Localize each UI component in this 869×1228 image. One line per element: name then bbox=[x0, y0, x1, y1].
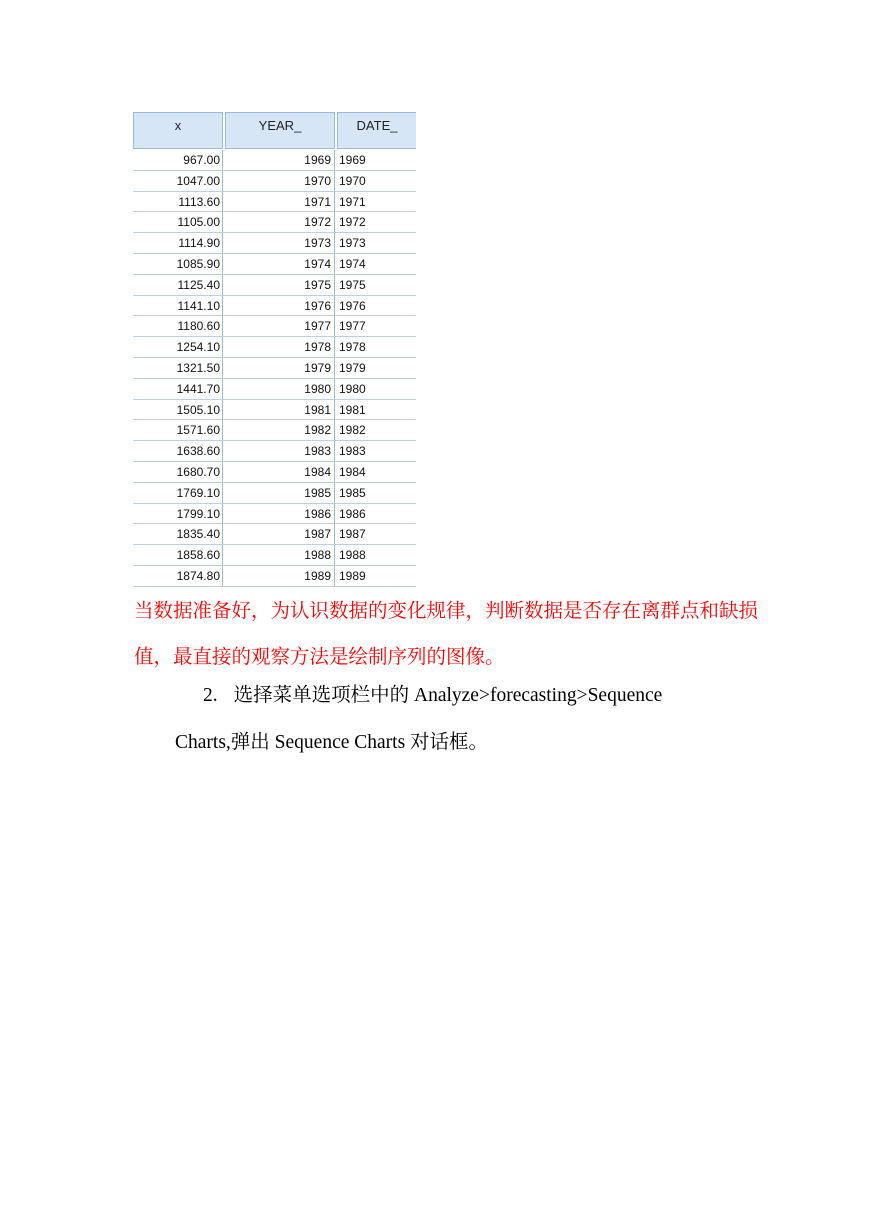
cell-x[interactable]: 1638.60 bbox=[133, 441, 223, 461]
cell-x[interactable]: 1141.10 bbox=[133, 296, 223, 316]
cell-year[interactable]: 1983 bbox=[225, 441, 335, 461]
cell-x[interactable]: 1321.50 bbox=[133, 358, 223, 378]
cell-x[interactable]: 1047.00 bbox=[133, 171, 223, 191]
cell-x[interactable]: 1125.40 bbox=[133, 275, 223, 295]
table-row bbox=[133, 316, 416, 337]
table-row bbox=[133, 192, 416, 213]
cell-year[interactable]: 1981 bbox=[225, 400, 335, 420]
cell-year[interactable]: 1972 bbox=[225, 212, 335, 232]
step-instruction-line1 bbox=[203, 681, 662, 711]
cell-year[interactable]: 1979 bbox=[225, 358, 335, 378]
cell-date[interactable]: 1976 bbox=[339, 298, 366, 313]
cell-x[interactable]: 1180.60 bbox=[133, 316, 223, 336]
cell-date[interactable]: 1988 bbox=[339, 548, 366, 563]
table-row bbox=[133, 420, 416, 441]
cell-date[interactable]: 1983 bbox=[339, 444, 366, 459]
cell-year[interactable]: 1982 bbox=[225, 420, 335, 440]
cell-x[interactable]: 1858.60 bbox=[133, 545, 223, 565]
column-header-x[interactable]: x bbox=[133, 112, 223, 149]
cell-date[interactable]: 1970 bbox=[339, 173, 366, 188]
cell-x[interactable]: 1769.10 bbox=[133, 483, 223, 503]
cell-date[interactable]: 1969 bbox=[339, 153, 366, 167]
cell-date[interactable]: 1971 bbox=[339, 194, 366, 209]
cell-year[interactable]: 1985 bbox=[225, 483, 335, 503]
table-row bbox=[133, 566, 416, 587]
column-header-date[interactable]: DATE_ bbox=[337, 112, 416, 149]
cell-x[interactable]: 1085.90 bbox=[133, 254, 223, 274]
table-row bbox=[133, 441, 416, 462]
cell-date[interactable]: 1985 bbox=[339, 485, 366, 500]
cell-x[interactable]: 1680.70 bbox=[133, 462, 223, 482]
column-header-year[interactable]: YEAR_ bbox=[225, 112, 335, 149]
table-header bbox=[133, 111, 416, 150]
table-body bbox=[133, 150, 416, 587]
cell-year[interactable]: 1986 bbox=[225, 504, 335, 524]
step-number: 2. bbox=[203, 685, 218, 706]
cell-year[interactable]: 1971 bbox=[225, 192, 335, 212]
cell-x[interactable]: 1799.10 bbox=[133, 504, 223, 524]
step-text-line1: 选择菜单选项栏中的 Analyze>forecasting>Sequence bbox=[233, 685, 663, 706]
data-table-screenshot bbox=[133, 111, 416, 583]
cell-date[interactable]: 1978 bbox=[339, 340, 366, 355]
table-row bbox=[133, 296, 416, 317]
cell-date[interactable]: 1980 bbox=[339, 381, 366, 396]
cell-year[interactable]: 1974 bbox=[225, 254, 335, 274]
cell-x[interactable]: 1441.70 bbox=[133, 379, 223, 399]
cell-year[interactable]: 1987 bbox=[225, 524, 335, 544]
cell-date[interactable]: 1972 bbox=[339, 215, 366, 230]
cell-date[interactable]: 1984 bbox=[339, 464, 366, 479]
cell-x[interactable]: 967.00 bbox=[133, 150, 223, 170]
cell-x[interactable]: 1105.00 bbox=[133, 212, 223, 232]
table-row bbox=[133, 233, 416, 254]
table-row bbox=[133, 483, 416, 504]
cell-date[interactable]: 1974 bbox=[339, 256, 366, 271]
table-row bbox=[133, 212, 416, 233]
table-row bbox=[133, 524, 416, 545]
table-row bbox=[133, 545, 416, 566]
note-paragraph: 当数据准备好，为认识数据的变化规律，判断数据是否存在离群点和缺损值，最直接的观察方法是绘制序列的图像。 bbox=[134, 599, 759, 668]
cell-x[interactable]: 1571.60 bbox=[133, 420, 223, 440]
table-row bbox=[133, 504, 416, 525]
cell-x[interactable]: 1114.90 bbox=[133, 233, 223, 253]
table-row bbox=[133, 337, 416, 358]
cell-date[interactable]: 1982 bbox=[339, 423, 366, 438]
cell-date[interactable]: 1987 bbox=[339, 527, 366, 542]
table-row bbox=[133, 150, 416, 171]
cell-year[interactable]: 1970 bbox=[225, 171, 335, 191]
cell-year[interactable]: 1975 bbox=[225, 275, 335, 295]
step-instruction-line2: Charts,弹出 Sequence Charts 对话框。 bbox=[175, 732, 489, 753]
table-row bbox=[133, 275, 416, 296]
cell-year[interactable]: 1977 bbox=[225, 316, 335, 336]
cell-date[interactable]: 1975 bbox=[339, 277, 366, 292]
cell-x[interactable]: 1874.80 bbox=[133, 566, 223, 586]
cell-date[interactable]: 1989 bbox=[339, 568, 366, 583]
cell-year[interactable]: 1973 bbox=[225, 233, 335, 253]
cell-date[interactable]: 1973 bbox=[339, 236, 366, 251]
cell-x[interactable]: 1505.10 bbox=[133, 400, 223, 420]
cell-date[interactable]: 1986 bbox=[339, 506, 366, 521]
cell-year[interactable]: 1976 bbox=[225, 296, 335, 316]
cell-year[interactable]: 1988 bbox=[225, 545, 335, 565]
cell-date[interactable]: 1979 bbox=[339, 360, 366, 375]
table-row bbox=[133, 358, 416, 379]
cell-year[interactable]: 1980 bbox=[225, 379, 335, 399]
cell-x[interactable]: 1113.60 bbox=[133, 192, 223, 212]
table-row bbox=[133, 379, 416, 400]
table-row bbox=[133, 462, 416, 483]
table-row bbox=[133, 171, 416, 192]
cell-x[interactable]: 1254.10 bbox=[133, 337, 223, 357]
cell-year[interactable]: 1978 bbox=[225, 337, 335, 357]
cell-year[interactable]: 1969 bbox=[225, 150, 335, 170]
table-row bbox=[133, 400, 416, 421]
cell-x[interactable]: 1835.40 bbox=[133, 524, 223, 544]
cell-year[interactable]: 1989 bbox=[225, 566, 335, 586]
cell-year[interactable]: 1984 bbox=[225, 462, 335, 482]
cell-date[interactable]: 1977 bbox=[339, 319, 366, 334]
table-row bbox=[133, 254, 416, 275]
cell-date[interactable]: 1981 bbox=[339, 402, 366, 417]
